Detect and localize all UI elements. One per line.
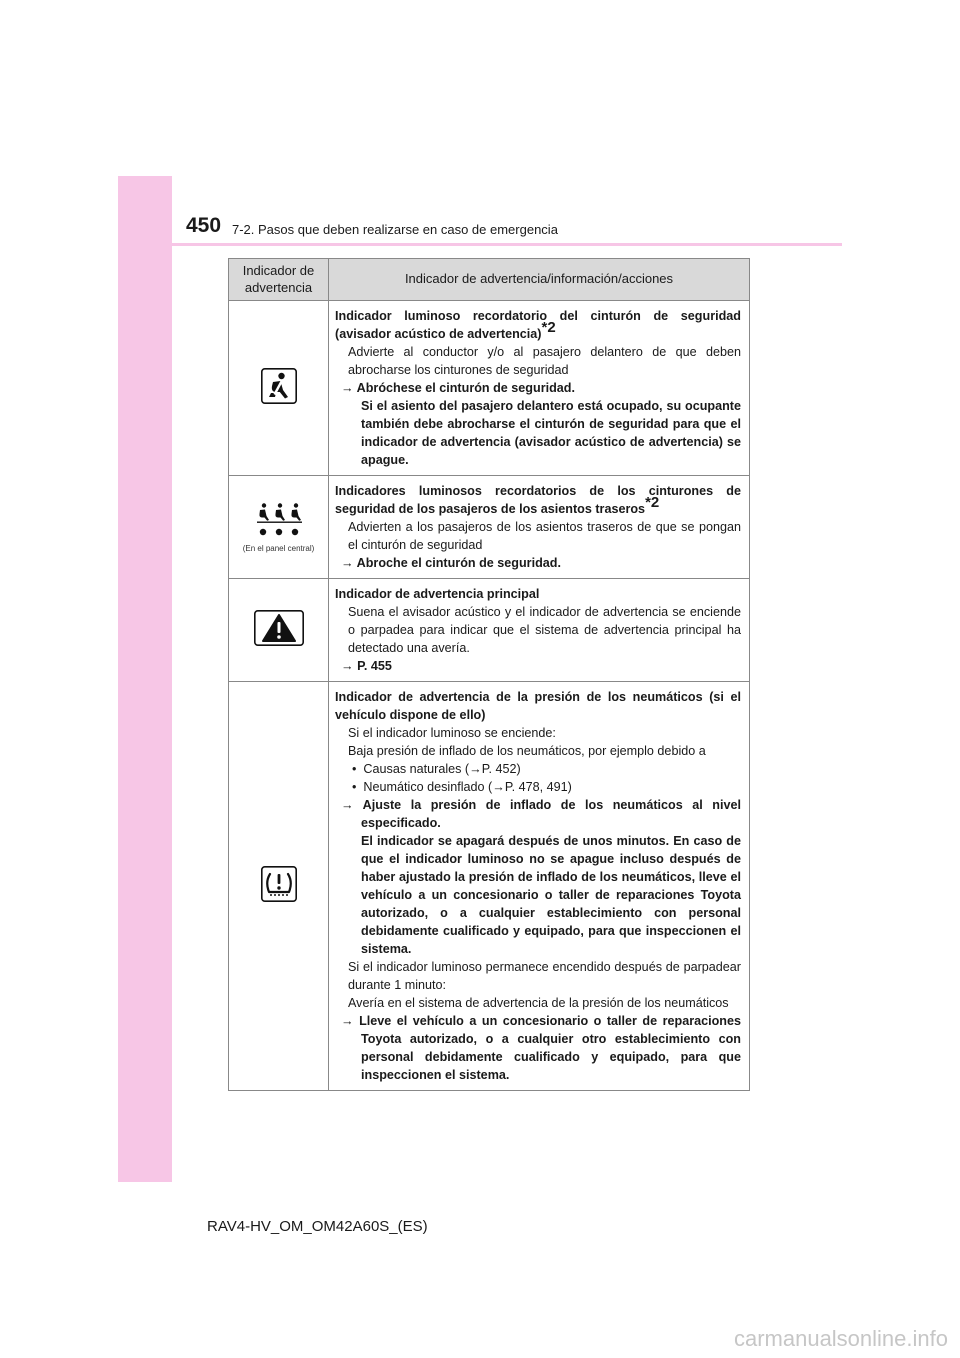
- watermark: carmanualsonline.info: [733, 1326, 948, 1351]
- page-number: 450: [186, 214, 222, 237]
- arrow-icon: →: [341, 798, 354, 812]
- table-header-row: [229, 259, 750, 301]
- indicator-cell: [229, 682, 329, 1091]
- indicator-description: Suena el avisador acústico y el indicador de advertencia se enciende o parpadea para indicar que el sistema de advertencia principal ha detectado una avería.: [348, 605, 741, 655]
- side-color-band: [118, 176, 172, 1182]
- condition-intro: Si el indicador luminoso se enciende:: [348, 726, 556, 740]
- description-cell: [329, 682, 750, 1091]
- description-cell: [329, 476, 750, 579]
- arrow-icon: →: [341, 556, 354, 570]
- indicator-title: Indicadores luminosos recordatorios de los cinturones de seguridad de los pasajeros de los asientos traseros: [335, 484, 741, 516]
- master-warning-icon: [254, 610, 304, 651]
- indicator-cell: [229, 301, 329, 476]
- description-cell: [329, 579, 750, 682]
- manual-code: RAV4-HV_OM_OM42A60S_(ES): [207, 1218, 428, 1235]
- column-header-description: Indicador de advertencia/información/acciones: [329, 259, 750, 301]
- table-row: [229, 301, 750, 476]
- icon-location-note: (En el panel central): [242, 543, 315, 553]
- indicator-title: Indicador de advertencia de la presión de los neumáticos (si el vehículo dispone de ello): [335, 690, 741, 722]
- action-text: Ajuste la presión de inflado de los neumáticos al nivel especificado.: [361, 798, 741, 830]
- seatbelt-reminder-icon: [261, 368, 297, 409]
- arrow-icon: →: [341, 381, 354, 395]
- section-title: 7-2. Pasos que deben realizarse en caso de emergencia: [232, 222, 558, 237]
- tire-pressure-warning-icon: [261, 866, 297, 907]
- table-row: [229, 476, 750, 579]
- arrow-icon: →: [341, 1014, 354, 1028]
- description-cell: [329, 301, 750, 476]
- condition-cause: Baja presión de inflado de los neumáticos, por ejemplo debido a: [348, 744, 706, 758]
- condition-intro: Si el indicador luminoso permanece encendido después de parpadear durante 1 minuto:: [348, 960, 741, 992]
- indicator-title: Indicador de advertencia principal: [335, 587, 540, 601]
- indicator-cell: [229, 476, 329, 579]
- arrow-icon: →: [341, 659, 354, 673]
- header-rule: [118, 243, 842, 246]
- action-text: Lleve el vehículo a un concesionario o taller de reparaciones Toyota autorizado, o a cualquier otro establecimiento con personal debidamente cualificado y equipado, para que inspeccionen el sistema.: [359, 1014, 742, 1082]
- page-reference-link[interactable]: P. 455: [357, 659, 392, 673]
- action-text: Abróchese el cinturón de seguridad.: [356, 381, 575, 395]
- rear-seatbelt-reminder-icon: [255, 502, 303, 543]
- indicator-description: Advierten a los pasajeros de los asientos traseros de que se pongan el cinturón de seguridad: [348, 520, 741, 552]
- table-row: [229, 579, 750, 682]
- indicator-description: Advierte al conductor y/o al pasajero delantero de que deben abrocharse los cinturones de seguridad: [348, 345, 741, 377]
- list-item: • Neumático desinflado (→P. 478, 491): [352, 780, 572, 794]
- footnote-marker: *2: [541, 319, 556, 336]
- warning-indicator-table: [228, 258, 750, 1091]
- action-text: Abroche el cinturón de seguridad.: [356, 556, 561, 570]
- action-detail: Si el asiento del pasajero delantero está ocupado, su ocupante también debe abrocharse el cinturón de seguridad para que el indicador de advertencia (avisador acústico de advertencia) se apague.: [361, 399, 741, 467]
- footnote-marker: *2: [645, 494, 660, 511]
- indicator-cell: [229, 579, 329, 682]
- table-row: [229, 682, 750, 1091]
- column-header-indicator: Indicador de advertencia: [229, 259, 329, 301]
- indicator-title: Indicador luminoso recordatorio del cinturón de seguridad (avisador acústico de advertencia): [335, 309, 741, 341]
- list-item: • Causas naturales (→P. 452): [352, 762, 521, 776]
- condition-cause: Avería en el sistema de advertencia de la presión de los neumáticos: [348, 996, 729, 1010]
- action-detail: El indicador se apagará después de unos minutos. En caso de que el indicador luminoso no se apague incluso después de haber ajustado la presión de inflado de los neumáticos, lleve el vehículo a un concesionario o taller de reparaciones Toyota autorizado, o a cualquier establecimiento con personal debidamente cualificado y equipado, para que inspeccionen el sistema.: [361, 834, 741, 956]
